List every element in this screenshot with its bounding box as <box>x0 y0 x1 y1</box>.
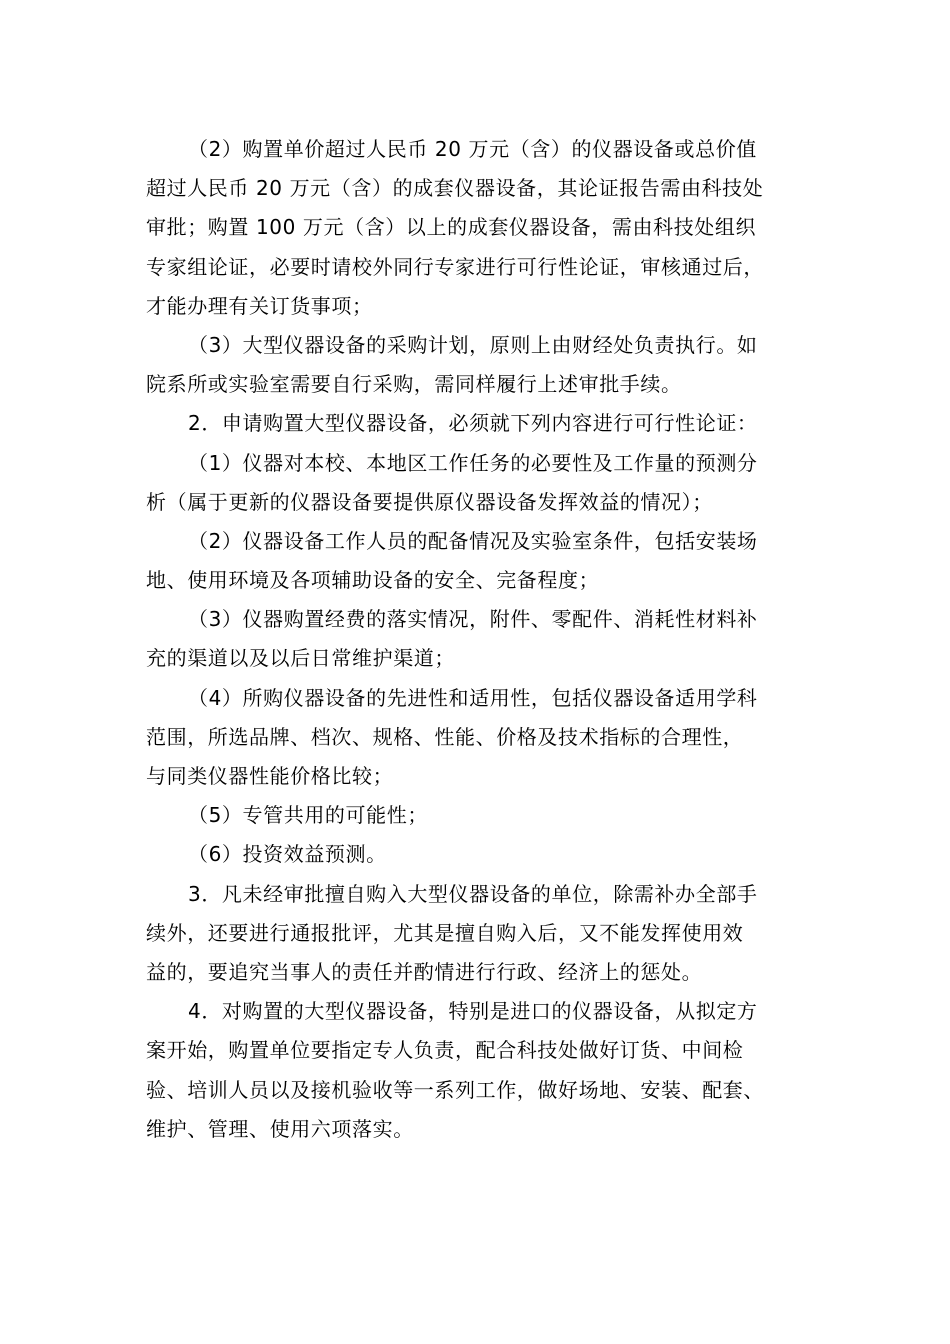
text-line: 超过人民币 20 万元（含）的成套仪器设备，其论证报告需由科技处 <box>146 176 764 201</box>
text-line: 范围，所选品牌、档次、规格、性能、价格及技术指标的合理性， <box>146 724 744 749</box>
text-line: 析（属于更新的仪器设备要提供原仪器设备发挥效益的情况）； <box>146 489 713 514</box>
text-line: 才能办理有关订货事项； <box>146 293 373 318</box>
text-line: 益的，要追究当事人的责任并酌情进行行政、经济上的惩处。 <box>146 959 703 984</box>
text-line: 院系所或实验室需要自行采购，需同样履行上述审批手续。 <box>146 372 682 397</box>
text-line: 专家组论证，必要时请校外同行专家进行可行性论证，审核通过后， <box>146 254 764 279</box>
text-line: 续外，还要进行通报批评，尤其是擅自购入后，又不能发挥使用效 <box>146 920 744 945</box>
text-line: 维护、管理、使用六项落实。 <box>146 1116 414 1141</box>
text-line: 充的渠道以及以后日常维护渠道； <box>146 646 455 671</box>
text-line: （2）仪器设备工作人员的配备情况及实验室条件，包括安装场 <box>188 528 758 553</box>
text-line: 与同类仪器性能价格比较； <box>146 764 394 788</box>
text-line: 3．凡未经审批擅自购入大型仪器设备的单位，除需补办全部手 <box>188 881 758 906</box>
text-line: （3）大型仪器设备的采购计划，原则上由财经处负责执行。如 <box>188 332 758 357</box>
text-line: 验、培训人员以及接机验收等一系列工作，做好场地、安装、配套、 <box>146 1077 764 1102</box>
text-line: （3）仪器购置经费的落实情况，附件、零配件、消耗性材料补 <box>188 607 758 632</box>
text-line: 2．申请购置大型仪器设备，必须就下列内容进行可行性论证： <box>188 411 758 436</box>
text-line: （4）所购仪器设备的先进性和适用性，包括仪器设备适用学科 <box>188 685 758 710</box>
text-line: 审批；购置 100 万元（含）以上的成套仪器设备，需由科技处组织 <box>146 215 757 240</box>
text-line: （2）购置单价超过人民币 20 万元（含）的仪器设备或总价值 <box>188 137 757 161</box>
document-body <box>146 130 812 1149</box>
text-line: 4．对购置的大型仪器设备，特别是进口的仪器设备，从拟定方 <box>188 999 758 1024</box>
text-line: 案开始，购置单位要指定专人负责，配合科技处做好订货、中间检 <box>146 1038 744 1063</box>
text-line: 地、使用环境及各项辅助设备的安全、完备程度； <box>146 568 600 593</box>
text-line: （1）仪器对本校、本地区工作任务的必要性及工作量的预测分 <box>188 450 758 475</box>
text-line: （5）专管共用的可能性； <box>188 803 428 828</box>
text-line: （6）投资效益预测。 <box>188 842 387 867</box>
